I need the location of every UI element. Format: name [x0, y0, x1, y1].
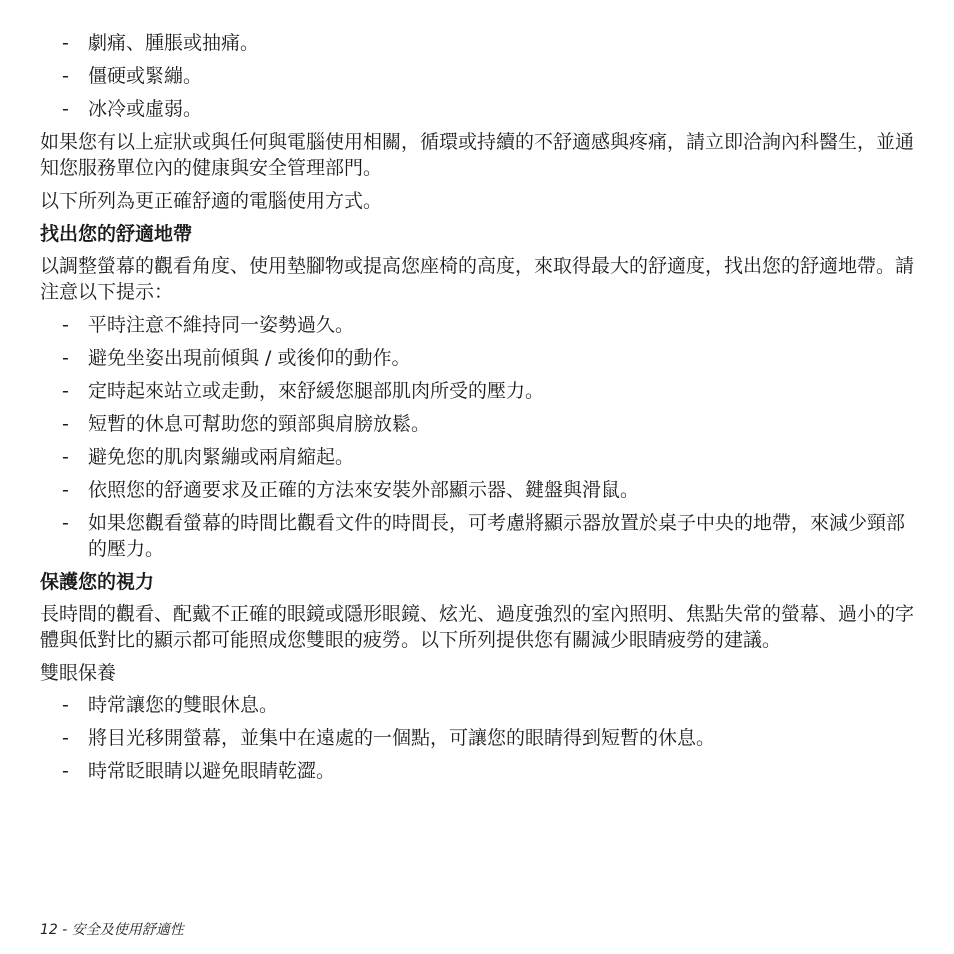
list-item-text: 僵硬或緊繃。: [88, 65, 203, 87]
list-item-text: 時常讓您的雙眼休息。: [88, 694, 279, 716]
list-item: [40, 725, 920, 751]
list-item-text: 避免坐姿出現前傾與 / 或後仰的動作。: [88, 347, 411, 369]
protect-vision-heading: 保護您的視力: [40, 571, 155, 593]
list-item: [40, 345, 920, 371]
page-footer: 12 - 安全及使用舒適性: [40, 922, 184, 938]
list-item-text: 避免您的肌肉緊繃或兩肩縮起。: [88, 446, 355, 468]
list-item-text: 劇痛、腫脹或抽痛。: [88, 32, 260, 54]
list-item-text: 平時注意不維持同一姿勢過久。: [88, 314, 355, 336]
bullet-marker: -: [62, 512, 69, 534]
bullet-marker: -: [62, 413, 69, 435]
intro-paragraph: 以下所列為更正確舒適的電腦使用方式。: [40, 190, 383, 212]
list-item-text: 冰冷或虛弱。: [88, 98, 203, 120]
bullet-marker: -: [62, 32, 69, 54]
bullet-marker: -: [62, 479, 69, 501]
list-item: [40, 758, 920, 784]
bullet-marker: -: [62, 314, 69, 336]
list-item: [40, 411, 920, 437]
list-item-text: 依照您的舒適要求及正確的方法來安裝外部顯示器、鍵盤與滑鼠。: [88, 479, 640, 501]
list-item: [40, 444, 920, 470]
list-item-text: 定時起來站立或走動，來舒緩您腿部肌肉所受的壓力。: [88, 380, 545, 402]
page-content: [40, 30, 920, 791]
list-item: [40, 96, 920, 122]
eye-care-subheading: 雙眼保養: [40, 662, 117, 684]
bullet-marker: -: [62, 380, 69, 402]
bullet-marker: -: [62, 65, 69, 87]
bullet-marker: -: [62, 98, 69, 120]
bullet-marker: -: [62, 760, 69, 782]
bullet-marker: -: [62, 347, 69, 369]
protect-vision-intro: 長時間的觀看、配戴不正確的眼鏡或隱形眼鏡、炫光、過度強烈的室內照明、焦點失常的螢幕、過小的字體與低對比的顯示都可能照成您雙眼的疲勞。以下所列提供您有關減少眼睛疲勞的建議。: [40, 603, 915, 651]
list-item: [40, 63, 920, 89]
comfort-zone-heading: 找出您的舒適地帶: [40, 223, 193, 245]
list-item: [40, 378, 920, 404]
list-item-text: 短暫的休息可幫助您的頸部與肩膀放鬆。: [88, 413, 431, 435]
list-item-text: 將目光移開螢幕，並集中在遠處的一個點，可讓您的眼睛得到短暫的休息。: [88, 727, 716, 749]
list-item-text: 時常眨眼睛以避免眼睛乾澀。: [88, 760, 336, 782]
list-item: [40, 477, 920, 503]
list-item-text: 如果您觀看螢幕的時間比觀看文件的時間長，可考慮將顯示器放置於桌子中央的地帶，來減少頸部的壓力。: [88, 512, 906, 560]
list-item: [40, 510, 920, 562]
symptoms-paragraph: 如果您有以上症狀或與任何與電腦使用相關，循環或持續的不舒適感與疼痛，請立即洽詢內科醫生，並通知您服務單位內的健康與安全管理部門。: [40, 131, 915, 179]
bullet-marker: -: [62, 694, 69, 716]
bullet-marker: -: [62, 727, 69, 749]
list-item: [40, 312, 920, 338]
list-item: [40, 30, 920, 56]
bullet-marker: -: [62, 446, 69, 468]
comfort-zone-intro: 以調整螢幕的觀看角度、使用墊腳物或提高您座椅的高度，來取得最大的舒適度，找出您的舒適地帶。請注意以下提示：: [40, 255, 915, 303]
list-item: [40, 692, 920, 718]
